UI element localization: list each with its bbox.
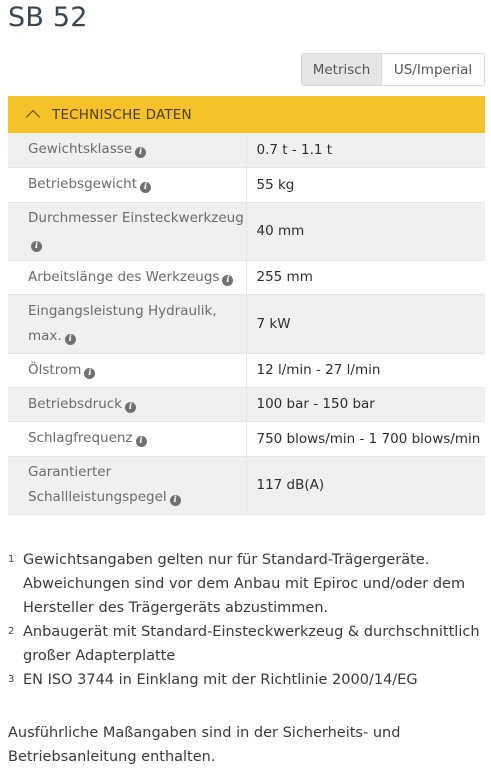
info-icon[interactable]: i: [222, 275, 233, 286]
info-icon[interactable]: i: [65, 334, 76, 345]
spec-label: Garantierter Schallleistungspegel: [28, 464, 167, 505]
spec-label: Gewichtsklasse: [28, 141, 133, 158]
spec-key-cell: [8, 202, 246, 260]
spec-key-cell: [8, 421, 246, 456]
footnotes-list: [8, 548, 488, 692]
table-row: [8, 167, 485, 202]
footnote-number: 1: [8, 554, 15, 565]
table-row: [8, 387, 485, 421]
spec-label: Arbeitslänge des Werkzeugs: [28, 268, 220, 285]
table-row: [8, 260, 485, 294]
footnote-text: Gewichtsangaben gelten nur für Standard-Trägergeräte. Abweichungen sind vor dem Anbau mit Epiroc und/oder dem Hersteller des Trägergeräts abzustimmen.: [23, 552, 466, 616]
spec-label: Schlagfrequenz: [28, 430, 133, 446]
info-icon[interactable]: i: [136, 436, 147, 447]
info-icon[interactable]: i: [135, 147, 146, 158]
unit-option-imperial[interactable]: US/Imperial: [382, 54, 484, 85]
spec-key-cell: [8, 456, 246, 514]
spec-label: Betriebsdruck: [28, 395, 122, 412]
spec-value: 40 mm: [246, 202, 485, 260]
table-row: [8, 421, 485, 456]
spec-value: 55 kg: [246, 167, 485, 202]
info-icon[interactable]: i: [140, 182, 151, 193]
spec-value: 100 bar - 150 bar: [246, 387, 485, 421]
spec-value: 750 blows/min - 1 700 blows/min: [246, 421, 485, 456]
info-icon[interactable]: i: [31, 241, 42, 252]
spec-label: Ölstrom: [28, 361, 82, 378]
spec-key-cell: [8, 260, 246, 294]
chevron-up-icon: [26, 110, 40, 124]
footnote-text: EN ISO 3744 in Einklang mit der Richtlinie 2000/14/EG: [23, 672, 418, 688]
info-icon[interactable]: i: [170, 495, 181, 506]
info-icon[interactable]: i: [125, 402, 136, 413]
dimensions-note: Ausführliche Maßangaben sind in der Sicherheits- und Betriebsanleitung enthalten.: [8, 725, 401, 765]
spec-label: Eingangsleistung Hydraulik, max.: [28, 302, 217, 344]
page-title: SB 52: [8, 2, 88, 33]
info-icon[interactable]: i: [84, 368, 95, 379]
footnote: [8, 668, 488, 692]
table-row: [8, 456, 485, 514]
technical-data-panel-header[interactable]: [8, 96, 485, 133]
table-row: [8, 133, 485, 167]
spec-key-cell: [8, 167, 246, 202]
spec-label: Durchmesser Einsteckwerkzeug: [28, 210, 244, 226]
spec-value: 0.7 t - 1.1 t: [246, 133, 485, 167]
table-row: [8, 202, 485, 260]
spec-key-cell: [8, 294, 246, 353]
footnote-text: Anbaugerät mit Standard-Einsteckwerkzeug & durchschnittlich großer Adapterplatte: [23, 624, 480, 664]
spec-value: 255 mm: [246, 260, 485, 294]
footnote: [8, 548, 488, 620]
spec-value: 7 kW: [246, 294, 485, 353]
technical-data-table: [8, 133, 485, 515]
spec-key-cell: [8, 353, 246, 387]
spec-value: 12 l/min - 27 l/min: [246, 353, 485, 387]
footnote-number: 2: [8, 626, 15, 637]
spec-key-cell: [8, 133, 246, 167]
spec-label: Betriebsgewicht: [28, 176, 138, 192]
panel-header-label: TECHNISCHE DATEN: [52, 106, 192, 123]
table-row: [8, 353, 485, 387]
unit-toggle[interactable]: [301, 53, 485, 86]
footnote: [8, 620, 488, 668]
spec-value: 117 dB(A): [246, 456, 485, 514]
table-row: [8, 294, 485, 353]
unit-option-metric[interactable]: Metrisch: [302, 54, 382, 85]
footnote-number: 3: [8, 674, 15, 685]
spec-key-cell: [8, 387, 246, 421]
